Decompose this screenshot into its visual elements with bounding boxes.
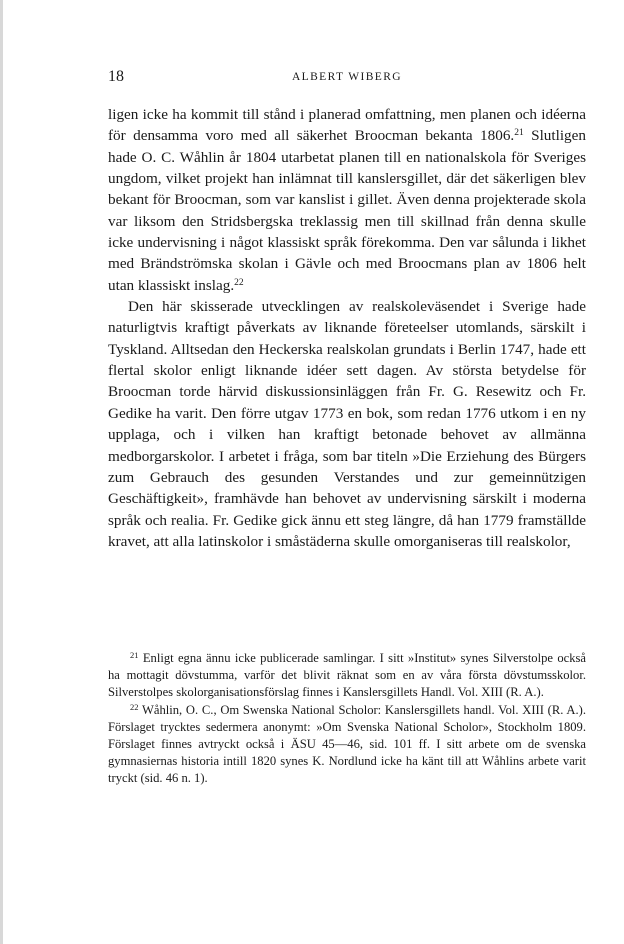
footnote-ref-22: 22 <box>234 277 244 288</box>
paragraph-2: Den här skisserade utvecklingen av realskoleväsendet i Sverige hade naturligtvis kraftigt påverkats av liknande företeelser utomlands, särskilt i Tyskland. Alltsedan den Heckerska realskolan grundats i Berlin 1747, hade ett flertal skolor enligt liknande idéer sett dagen. Av största betydelse för Broocman torde härvid diskussionsinläggen från Fr. G. Resewitz och Fr. Gedike ha varit. Den förre utgav 1773 en bok, som redan 1776 utkom i en ny upplaga, och i vilken han kraftigt betonade behovet av allmänna medborgarskolor. I arbetet i fråga, som bar titeln »Die Erziehung des Bürgers zum Gebrauch des gesunden Verstandes und zur gemeinnützigen Geschäftigkeit», framhävde han behovet av undervisning särskilt i moderna språk och realia. Fr. Gedike gick ännu ett steg längre, då han 1779 framställde kravet, att alla latinskolor i småstäderna skulle omorganiseras till realskolor, <box>108 298 586 550</box>
paragraph-1-text-a: ligen icke ha kommit till stånd i planerad omfattning, men planen och idéerna för densamma voro med all säkerhet Broocman bekanta 1806. <box>108 106 586 145</box>
page-header <box>108 68 586 90</box>
paragraph-1-text-b: Slutligen hade O. C. Wåhlin år 1804 utarbetat planen till en nationalskola för Sveriges ungdom, vilket projekt han inlämnat till kanslersgillet, där det säkerligen blev bekant för Broocman, som var kanslist i gillet. Även denna projekterade skola var liksom den Stridsbergska treklassig men till skillnad från denna skulle icke undervisning i något klassiskt språk förekomma. Den var sålunda i likhet med Brändströmska skolan i Gävle och med Broocmans plan av 1806 helt utan klassiskt inslag. <box>108 127 586 294</box>
footnote-22 <box>108 702 586 788</box>
running-head: ALBERT WIBERG <box>291 71 403 83</box>
footnote-number: 21 <box>130 650 139 660</box>
footnote-text: Enligt egna ännu icke publicerade samlingar. I sitt »Institut» synes Silverstolpe också ha mottagit dövstumma, varför det blivit räknat som en av våra första dövstumsskolor. Silverstolpes skolorganisationsförslag finnes i Kanslersgillets Handl. Vol. XIII (R. A.). <box>108 651 586 700</box>
footnote-number: 22 <box>130 701 139 712</box>
footnote-text: Wåhlin, O. C., Om Swenska National Scholor: Kanslersgillets handl. Vol. XIII (R. A.). Förslaget trycktes sedermera anonymt: »Om Svenska National Scholor», Stockholm 1809. Förslaget finnes avtryckt också i ÄSU 45—46, sid. 101 ff. I sitt arbete om de svenska gymnasiernas historia intill 1820 synes K. Nordlund icke ha känt till att Wåhlins arbete varit tryckt (sid. 46 n. 1). <box>108 702 586 786</box>
paragraph-1 <box>108 104 586 296</box>
body-text <box>108 104 586 552</box>
footnotes <box>108 650 586 788</box>
footnote-21 <box>108 650 586 702</box>
page-edge-shadow <box>0 0 3 944</box>
page-number: 18 <box>108 68 124 85</box>
footnote-ref-21: 21 <box>514 128 524 139</box>
